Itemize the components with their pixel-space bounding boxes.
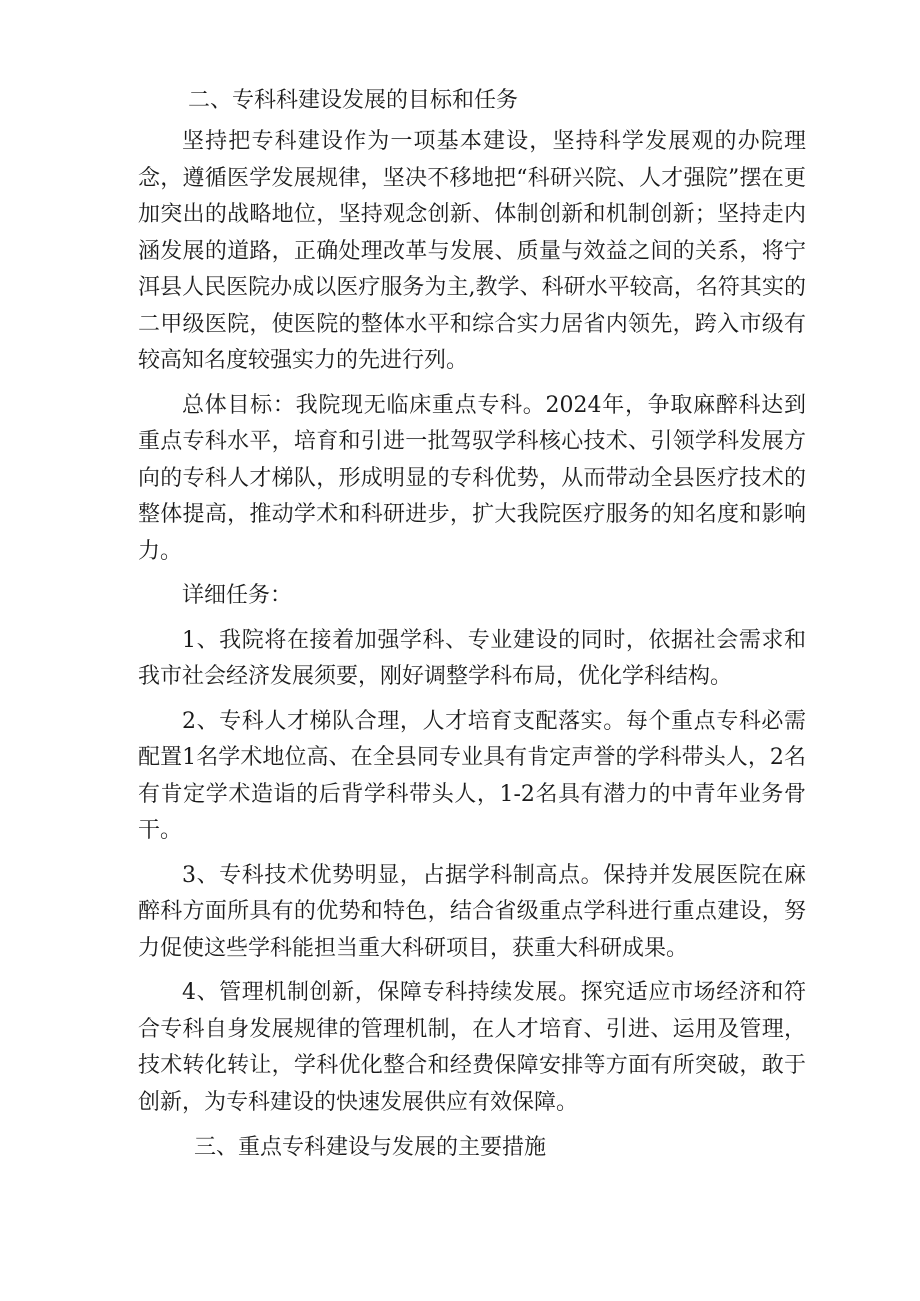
- overall-goal-paragraph: 总体目标：我院现无临床重点专科。2024年，争取麻醉科达到重点专科水平，培育和引进一批驾驭学科核心技术、引领学科发展方向的专科人才梯队，形成明显的专科优势，从而带动全县医疗技术的整体提高，推动学术和科研进步，扩大我院医疗服务的知名度和影响力。: [138, 392, 806, 564]
- section-heading-main-measures: 三、重点专科建设与发展的主要措施: [194, 1135, 547, 1160]
- document-body: [138, 82, 806, 1171]
- task-item-4: 4、管理机制创新，保障专科持续发展。探究适应市场经济和符合专科自身发展规律的管理机制，在人才培育、引进、运用及管理，技术转化转让，学科优化整合和经费保障安排等方面有所突破，敢于创新，为专科建设的快速发展供应有效保障。: [138, 980, 806, 1115]
- intro-paragraph: 坚持把专科建设作为一项基本建设，坚持科学发展观的办院理念，遵循医学发展规律，坚决不移地把“科研兴院、人才强院”摆在更加突出的战略地位，坚持观念创新、体制创新和机制创新；坚持走内涵发展的道路，正确处理改革与发展、质量与效益之间的关系，将宁洱县人民医院办成以医疗服务为主,教学、科研水平较高，名符其实的二甲级医院，使医院的整体水平和综合实力居省内领先，跨入市级有较高知名度较强实力的先进行列。: [138, 129, 806, 373]
- task-item-1: 1、我院将在接着加强学科、专业建设的同时，依据社会需求和我市社会经济发展须要，刚好调整学科布局，优化学科结构。: [138, 627, 806, 689]
- task-item-2: 2、专科人才梯队合理，人才培育支配落实。每个重点专科必需配置1名学术地位高、在全县同专业具有肯定声誉的学科带头人，2名有肯定学术造诣的后背学科带头人，1-2名具有潜力的中青年业务骨干。: [138, 708, 806, 843]
- section-heading-goals-and-tasks: 二、专科科建设发展的目标和任务: [188, 88, 519, 113]
- tasks-label: 详细任务：: [182, 583, 293, 608]
- task-item-3: 3、专科技术优势明显，占据学科制高点。保持并发展医院在麻醉科方面所具有的优势和特色，结合省级重点学科进行重点建设，努力促使这些学科能担当重大科研项目，获重大科研成果。: [138, 862, 806, 961]
